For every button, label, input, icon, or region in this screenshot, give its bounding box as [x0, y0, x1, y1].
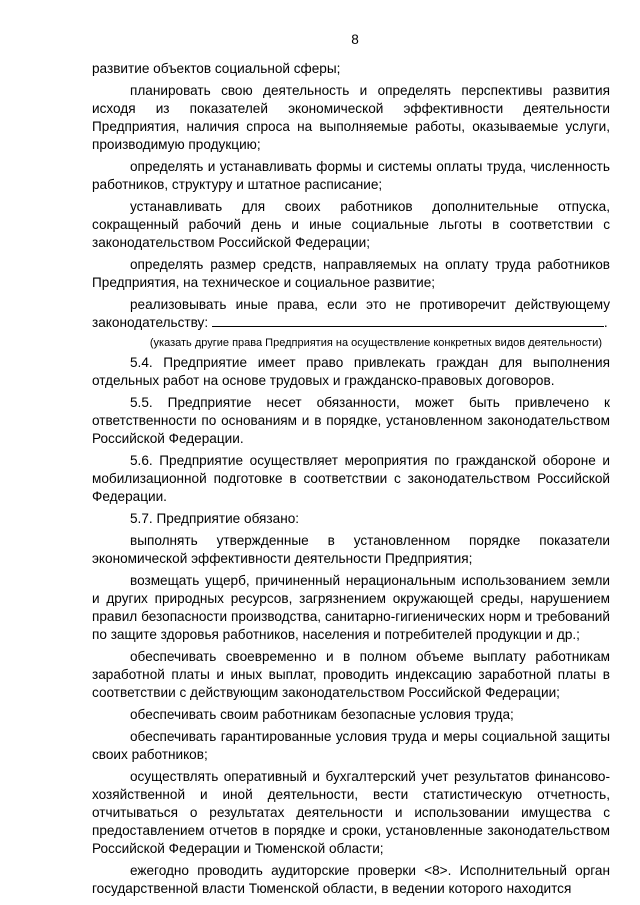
- paragraph-with-blank: [92, 296, 610, 332]
- paragraph: выполнять утвержденные в установленном порядке показатели экономической эффективности деятельности Предприятия;: [92, 533, 610, 566]
- paragraph: определять и устанавливать формы и системы оплаты труда, численность работников, структуру и штатное расписание;: [92, 159, 610, 192]
- paragraph: развитие объектов социальной сферы;: [92, 61, 341, 76]
- fill-in-hint: (указать другие права Предприятия на осуществление конкретных видов деятельности): [149, 337, 602, 349]
- paragraph: ежегодно проводить аудиторские проверки <8>. Исполнительный орган государственной власти Тюменской области, в ведении которого находится: [92, 863, 610, 896]
- paragraph: возмещать ущерб, причиненный нерациональным использованием земли и других природных ресурсов, загрязнением окружающей среды, нарушением правил безопасности производства, санитарно-гигиенических норм и требований по защите здоровья работников, населения и потребителей продукции и др.;: [92, 573, 610, 642]
- fill-in-line: [212, 314, 604, 327]
- paragraph: планировать свою деятельность и определять перспективы развития исходя из показателей экономической эффективности деятельности Предприятия, наличия спроса на выполняемые работы, оказываемые услуги, производимую продукцию;: [92, 83, 610, 152]
- paragraph: 5.5. Предприятие несет обязанности, может быть привлечено к ответственности по основаниям и в порядке, установленном законодательством Российской Федерации.: [92, 395, 610, 446]
- paragraph: определять размер средств, направляемых на оплату труда работников Предприятия, на техническое и социальное развитие;: [92, 257, 610, 290]
- paragraph: 5.4. Предприятие имеет право привлекать граждан для выполнения отдельных работ на основе трудовых и гражданско-правовых договоров.: [92, 355, 610, 388]
- paragraph: осуществлять оперативный и бухгалтерский учет результатов финансово-хозяйственной и иной деятельности, вести статистическую отчетность, отчитываться о результатах деятельности и использовании имущества с предоставлением отчетов в порядке и сроки, установленные законодательством Российской Федерации и Тюменской области;: [92, 769, 610, 856]
- paragraph: 5.7. Предприятие обязано:: [130, 511, 300, 526]
- paragraph-text: реализовывать иные права, если это не противоречит действующему законодательству:: [92, 297, 610, 330]
- paragraph-end: .: [603, 315, 608, 330]
- page-number: 8: [351, 32, 359, 47]
- paragraph: обеспечивать своим работникам безопасные условия труда;: [130, 707, 514, 722]
- paragraph: обеспечивать своевременно и в полном объеме выплату работникам заработной платы и иных выплат, проводить индексацию заработной платы в соответствии с действующим законодательством Российской Федерации;: [92, 649, 610, 700]
- paragraph: обеспечивать гарантированные условия труда и меры социальной защиты своих работников;: [92, 729, 610, 762]
- paragraph: устанавливать для своих работников дополнительные отпуска, сокращенный рабочий день и иные социальные льготы в соответствии с законодательством Российской Федерации;: [92, 199, 610, 250]
- paragraph: 5.6. Предприятие осуществляет мероприятия по гражданской обороне и мобилизационной подготовке в соответствии с законодательством Российской Федерации.: [92, 453, 610, 504]
